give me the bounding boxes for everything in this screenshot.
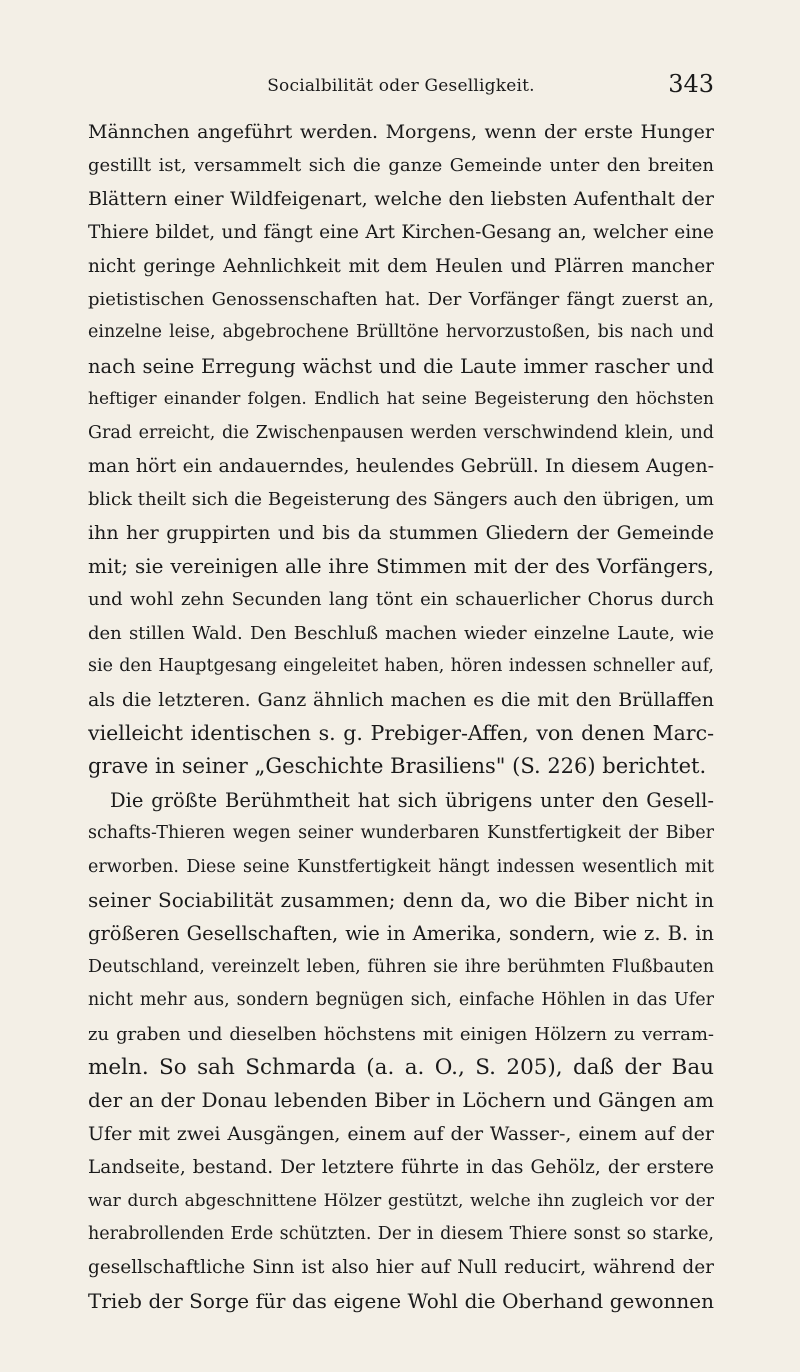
text-line: man hört ein andauerndes, heulendes Gebrüll. In diesem Augen- [88, 454, 714, 477]
body-text [88, 116, 714, 1318]
text-line: grave in seiner „Geschichte Brasiliens" (S. 226) berichtet. [88, 754, 707, 779]
page-number: 343 [668, 70, 714, 98]
text-line: Landseite, bestand. Der letztere führte in das Gehölz, der erstere [88, 1157, 714, 1179]
text-line: zu graben und dieselben höchstens mit einigen Hölzern zu verram- [88, 1023, 714, 1045]
text-line: ihn her gruppirten und bis da stummen Gliedern der Gemeinde [88, 521, 714, 544]
text-line: mit; sie vereinigen alle ihre Stimmen mit der des Vorfängers, [88, 554, 714, 579]
text-line: seiner Sociabilität zusammen; denn da, wo die Biber nicht in [88, 887, 714, 912]
text-line: Blättern einer Wildfeigenart, welche den liebsten Aufenthalt der [88, 187, 714, 210]
text-line: und wohl zehn Secunden lang tönt ein schauerlicher Chorus durch [88, 589, 714, 611]
text-line: einzelne leise, abgebrochene Brülltöne hervorzustoßen, bis nach und [88, 322, 714, 343]
text-line: blick theilt sich die Begeisterung des Sängers auch den übrigen, um [88, 489, 714, 511]
text-line: Männchen angeführt werden. Morgens, wenn der erste Hunger [88, 121, 714, 143]
text-line: nicht geringe Aehnlichkeit mit dem Heulen und Plärren mancher [88, 255, 714, 277]
text-line: sie den Hauptgesang eingeleitet haben, hören indessen schneller auf, [88, 656, 714, 677]
text-line: größeren Gesellschaften, wie in Amerika, sondern, wie z. B. in [88, 922, 714, 946]
text-line: war durch abgeschnittene Hölzer gestützt, welche ihn zugleich vor der [88, 1190, 714, 1211]
text-line: Ufer mit zwei Ausgängen, einem auf der Wasser-, einem auf der [88, 1122, 714, 1145]
text-line: herabrollenden Erde schützten. Der in diesem Thiere sonst so starke, [88, 1223, 714, 1244]
text-line: Grad erreicht, die Zwischenpausen werden verschwindend klein, und [88, 422, 714, 443]
text-line: schafts-Thieren wegen seiner wunderbaren Kunstfertigkeit der Biber [88, 823, 714, 844]
text-line: Thiere bildet, und fängt eine Art Kirchen-Gesang an, welcher eine [88, 222, 714, 244]
text-line: nicht mehr aus, sondern begnügen sich, einfache Höhlen in das Ufer [88, 990, 714, 1011]
text-line: nach seine Erregung wächst und die Laute immer rascher und [88, 354, 714, 378]
text-line: gesellschaftliche Sinn ist also hier auf Null reducirt, während der [88, 1257, 714, 1279]
text-line: als die letzteren. Ganz ähnlich machen es die mit den Brüllaffen [88, 688, 714, 711]
text-line: meln. So sah Schmarda (a. a. O., S. 205), daß der Bau [88, 1054, 714, 1080]
text-line: den stillen Wald. Den Beschluß machen wieder einzelne Laute, wie [88, 622, 714, 644]
text-line: heftiger einander folgen. Endlich hat seine Begeisterung den höchsten [88, 389, 714, 410]
text-line: Die größte Berühmtheit hat sich übrigens unter den Gesell- [110, 788, 714, 812]
text-line: gestillt ist, versammelt sich die ganze Gemeinde unter den breiten [88, 155, 714, 177]
text-line: Deutschland, vereinzelt leben, führen sie ihre berühmten Flußbauten [88, 956, 714, 977]
text-line: Trieb der Sorge für das eigene Wohl die Oberhand gewonnen [88, 1288, 714, 1313]
page-header [88, 70, 714, 104]
text-line: vielleicht identischen s. g. Prebiger-Affen, von denen Marc- [88, 721, 714, 746]
text-line: erworben. Diese seine Kunstfertigkeit hängt indessen wesentlich mit [88, 856, 714, 877]
running-head: Socialbilität oder Geselligkeit. [267, 76, 535, 96]
text-line: der an der Donau lebenden Biber in Löchern und Gängen am [88, 1088, 714, 1113]
text-line: pietistischen Genossenschaften hat. Der Vorfänger fängt zuerst an, [88, 288, 714, 310]
